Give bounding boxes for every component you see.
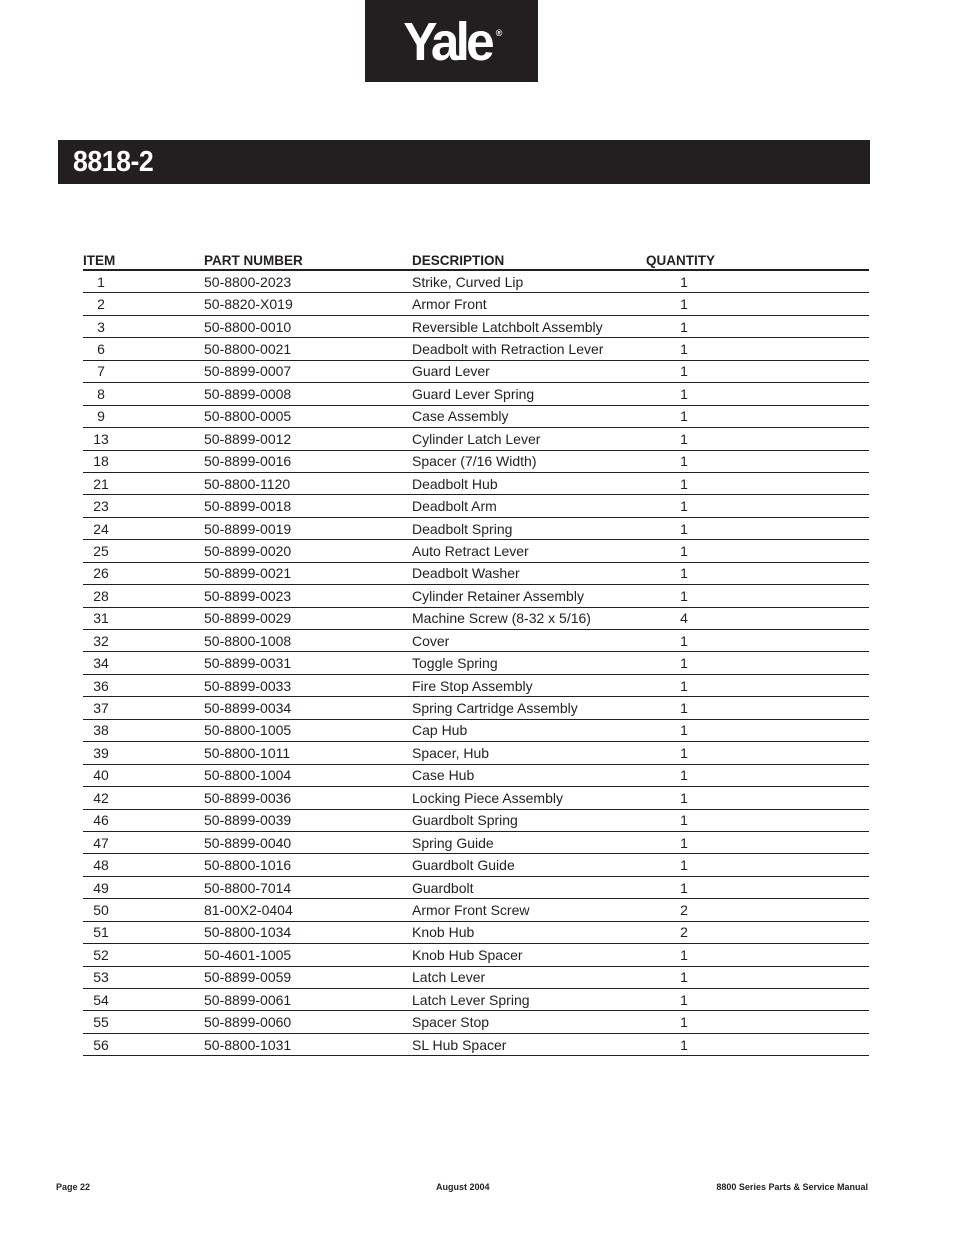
cell-item-value: 18 <box>93 453 109 470</box>
cell-description: Fire Stop Assembly <box>412 674 646 696</box>
cell-item <box>83 719 204 741</box>
cell-quantity <box>646 944 869 966</box>
cell-part-number: 50-8899-0060 <box>204 1011 412 1033</box>
table-row <box>83 540 869 562</box>
cell-item-value: 3 <box>97 318 105 335</box>
cell-part-number: 50-8899-0016 <box>204 450 412 472</box>
header-part-number: PART NUMBER <box>204 248 412 270</box>
cell-item-value: 56 <box>93 1036 109 1053</box>
cell-item-value: 46 <box>93 812 109 829</box>
table-row <box>83 719 869 741</box>
cell-item-value: 40 <box>93 767 109 784</box>
footer-date: August 2004 <box>436 1182 490 1192</box>
table-row <box>83 270 869 293</box>
cell-quantity-value: 1 <box>680 789 688 806</box>
cell-part-number: 50-4601-1005 <box>204 944 412 966</box>
cell-item-value: 54 <box>93 991 109 1008</box>
cell-part-number: 50-8899-0040 <box>204 831 412 853</box>
cell-item-value: 32 <box>93 632 109 649</box>
cell-quantity-value: 1 <box>680 587 688 604</box>
cell-item-value: 8 <box>97 385 105 402</box>
cell-item <box>83 585 204 607</box>
cell-quantity <box>646 270 869 293</box>
cell-part-number: 50-8899-0019 <box>204 517 412 539</box>
cell-description: Locking Piece Assembly <box>412 787 646 809</box>
table-row <box>83 989 869 1011</box>
cell-part-number: 50-8899-0059 <box>204 966 412 988</box>
cell-part-number: 50-8899-0029 <box>204 607 412 629</box>
cell-quantity <box>646 966 869 988</box>
cell-description: Cylinder Latch Lever <box>412 428 646 450</box>
cell-quantity-value: 1 <box>680 700 688 717</box>
cell-quantity-value: 1 <box>680 879 688 896</box>
cell-part-number: 50-8800-1034 <box>204 921 412 943</box>
table-row <box>83 899 869 921</box>
cell-item-value: 9 <box>97 408 105 425</box>
cell-quantity-value: 1 <box>680 1036 688 1053</box>
cell-description: Deadbolt with Retraction Lever <box>412 338 646 360</box>
cell-quantity <box>646 787 869 809</box>
table-row <box>83 338 869 360</box>
cell-item <box>83 607 204 629</box>
cell-quantity <box>646 652 869 674</box>
cell-item-value: 7 <box>97 363 105 380</box>
cell-item <box>83 1011 204 1033</box>
cell-quantity-value: 1 <box>680 722 688 739</box>
cell-description: Spacer Stop <box>412 1011 646 1033</box>
table-row <box>83 787 869 809</box>
cell-part-number: 50-8800-7014 <box>204 876 412 898</box>
cell-item <box>83 652 204 674</box>
cell-quantity <box>646 428 869 450</box>
cell-quantity-value: 1 <box>680 341 688 358</box>
cell-part-number: 50-8899-0020 <box>204 540 412 562</box>
table-row <box>83 315 869 337</box>
cell-quantity <box>646 921 869 943</box>
cell-item <box>83 742 204 764</box>
table-row <box>83 562 869 584</box>
cell-part-number: 50-8800-0021 <box>204 338 412 360</box>
cell-part-number: 50-8800-2023 <box>204 270 412 293</box>
cell-description: Guardbolt Spring <box>412 809 646 831</box>
registered-mark: ® <box>495 28 503 38</box>
cell-quantity-value: 1 <box>680 520 688 537</box>
cell-item <box>83 517 204 539</box>
cell-description: Auto Retract Lever <box>412 540 646 562</box>
cell-description: Latch Lever <box>412 966 646 988</box>
cell-item-value: 49 <box>93 879 109 896</box>
table-row <box>83 697 869 719</box>
table-row <box>83 1011 869 1033</box>
cell-item-value: 1 <box>97 273 105 290</box>
logo-wordmark: Yale <box>402 12 491 72</box>
cell-part-number: 81-00X2-0404 <box>204 899 412 921</box>
table-row <box>83 450 869 472</box>
cell-item <box>83 966 204 988</box>
cell-part-number: 50-8899-0008 <box>204 383 412 405</box>
cell-quantity <box>646 338 869 360</box>
cell-quantity-value: 1 <box>680 991 688 1008</box>
cell-part-number: 50-8899-0036 <box>204 787 412 809</box>
cell-description: Guardbolt <box>412 876 646 898</box>
cell-quantity-value: 1 <box>680 318 688 335</box>
cell-quantity <box>646 293 869 315</box>
cell-part-number: 50-8800-1004 <box>204 764 412 786</box>
cell-item-value: 37 <box>93 700 109 717</box>
cell-description: Guard Lever Spring <box>412 383 646 405</box>
cell-item-value: 25 <box>93 542 109 559</box>
cell-description: Cylinder Retainer Assembly <box>412 585 646 607</box>
cell-item <box>83 1033 204 1055</box>
cell-part-number: 50-8899-0033 <box>204 674 412 696</box>
cell-item <box>83 338 204 360</box>
cell-quantity <box>646 1033 869 1055</box>
cell-item-value: 36 <box>93 677 109 694</box>
cell-quantity <box>646 764 869 786</box>
cell-item-value: 39 <box>93 744 109 761</box>
cell-item <box>83 944 204 966</box>
cell-quantity-value: 1 <box>680 475 688 492</box>
table-row <box>83 293 869 315</box>
header-quantity: QUANTITY <box>646 248 869 270</box>
cell-part-number: 50-8899-0012 <box>204 428 412 450</box>
cell-item <box>83 899 204 921</box>
cell-item <box>83 921 204 943</box>
cell-quantity-value: 4 <box>680 610 688 627</box>
cell-part-number: 50-8899-0034 <box>204 697 412 719</box>
cell-description: Case Hub <box>412 764 646 786</box>
table-row <box>83 428 869 450</box>
cell-quantity-value: 1 <box>680 1014 688 1031</box>
cell-item <box>83 989 204 1011</box>
cell-item-value: 13 <box>93 430 109 447</box>
cell-item <box>83 540 204 562</box>
cell-description: Armor Front <box>412 293 646 315</box>
cell-item <box>83 315 204 337</box>
cell-quantity-value: 1 <box>680 834 688 851</box>
cell-quantity <box>646 450 869 472</box>
cell-quantity-value: 2 <box>680 901 688 918</box>
cell-description: Armor Front Screw <box>412 899 646 921</box>
table-row <box>83 742 869 764</box>
cell-item-value: 48 <box>93 857 109 874</box>
cell-part-number: 50-8899-0021 <box>204 562 412 584</box>
cell-item-value: 31 <box>93 610 109 627</box>
table-row <box>83 495 869 517</box>
cell-item <box>83 293 204 315</box>
cell-quantity <box>646 360 869 382</box>
cell-item-value: 55 <box>93 1014 109 1031</box>
cell-item-value: 26 <box>93 565 109 582</box>
cell-item <box>83 876 204 898</box>
cell-part-number: 50-8899-0007 <box>204 360 412 382</box>
cell-quantity-value: 1 <box>680 408 688 425</box>
table-row <box>83 1033 869 1055</box>
header-item: ITEM <box>83 248 204 270</box>
cell-item <box>83 450 204 472</box>
table-row <box>83 405 869 427</box>
cell-item-value: 21 <box>93 475 109 492</box>
cell-description: Cover <box>412 630 646 652</box>
cell-quantity <box>646 405 869 427</box>
cell-item-value: 2 <box>97 296 105 313</box>
cell-part-number: 50-8800-0005 <box>204 405 412 427</box>
cell-quantity <box>646 831 869 853</box>
cell-item <box>83 674 204 696</box>
cell-quantity-value: 1 <box>680 812 688 829</box>
cell-item-value: 52 <box>93 946 109 963</box>
cell-part-number: 50-8800-0010 <box>204 315 412 337</box>
table-row <box>83 831 869 853</box>
cell-quantity-value: 1 <box>680 857 688 874</box>
cell-part-number: 50-8800-1016 <box>204 854 412 876</box>
parts-table-body <box>83 270 869 1056</box>
cell-part-number: 50-8899-0018 <box>204 495 412 517</box>
header-description: DESCRIPTION <box>412 248 646 270</box>
cell-quantity <box>646 854 869 876</box>
cell-item <box>83 405 204 427</box>
cell-quantity <box>646 899 869 921</box>
cell-part-number: 50-8899-0039 <box>204 809 412 831</box>
cell-item <box>83 630 204 652</box>
cell-quantity <box>646 630 869 652</box>
cell-description: Spacer, Hub <box>412 742 646 764</box>
cell-part-number: 50-8899-0023 <box>204 585 412 607</box>
cell-description: Guardbolt Guide <box>412 854 646 876</box>
cell-item <box>83 360 204 382</box>
cell-quantity <box>646 562 869 584</box>
table-row <box>83 921 869 943</box>
cell-part-number: 50-8800-1008 <box>204 630 412 652</box>
table-row <box>83 472 869 494</box>
cell-description: Spacer (7/16 Width) <box>412 450 646 472</box>
cell-item-value: 51 <box>93 924 109 941</box>
cell-item-value: 53 <box>93 969 109 986</box>
cell-item-value: 28 <box>93 587 109 604</box>
cell-description: Deadbolt Arm <box>412 495 646 517</box>
cell-quantity-value: 1 <box>680 969 688 986</box>
cell-quantity <box>646 315 869 337</box>
cell-item <box>83 854 204 876</box>
footer-manual-title: 8800 Series Parts & Service Manual <box>716 1182 868 1192</box>
cell-quantity <box>646 517 869 539</box>
cell-item <box>83 809 204 831</box>
cell-quantity <box>646 742 869 764</box>
cell-description: Strike, Curved Lip <box>412 270 646 293</box>
cell-item-value: 6 <box>97 341 105 358</box>
cell-quantity <box>646 607 869 629</box>
table-row <box>83 854 869 876</box>
table-row <box>83 944 869 966</box>
cell-description: Reversible Latchbolt Assembly <box>412 315 646 337</box>
cell-quantity-value: 1 <box>680 498 688 515</box>
table-row <box>83 966 869 988</box>
cell-quantity-value: 1 <box>680 296 688 313</box>
cell-item <box>83 383 204 405</box>
yale-logo <box>365 0 538 82</box>
cell-description: Spring Cartridge Assembly <box>412 697 646 719</box>
cell-item-value: 23 <box>93 498 109 515</box>
cell-item-value: 47 <box>93 834 109 851</box>
cell-part-number: 50-8800-1031 <box>204 1033 412 1055</box>
cell-description: Latch Lever Spring <box>412 989 646 1011</box>
cell-quantity-value: 1 <box>680 430 688 447</box>
cell-item <box>83 764 204 786</box>
footer-page-number: Page 22 <box>56 1182 91 1192</box>
cell-description: Cap Hub <box>412 719 646 741</box>
cell-quantity <box>646 540 869 562</box>
table-row <box>83 585 869 607</box>
table-row <box>83 360 869 382</box>
cell-quantity-value: 1 <box>680 632 688 649</box>
cell-quantity-value: 1 <box>680 946 688 963</box>
table-row <box>83 764 869 786</box>
cell-item-value: 24 <box>93 520 109 537</box>
cell-quantity <box>646 989 869 1011</box>
cell-quantity-value: 1 <box>680 453 688 470</box>
cell-quantity-value: 1 <box>680 363 688 380</box>
table-row <box>83 517 869 539</box>
cell-quantity <box>646 383 869 405</box>
cell-quantity <box>646 876 869 898</box>
cell-description: Case Assembly <box>412 405 646 427</box>
cell-description: Guard Lever <box>412 360 646 382</box>
cell-description: Toggle Spring <box>412 652 646 674</box>
cell-description: Knob Hub <box>412 921 646 943</box>
cell-item-value: 50 <box>93 901 109 918</box>
cell-item-value: 42 <box>93 789 109 806</box>
cell-description: Deadbolt Washer <box>412 562 646 584</box>
cell-quantity <box>646 495 869 517</box>
cell-item <box>83 831 204 853</box>
cell-quantity-value: 1 <box>680 273 688 290</box>
cell-quantity <box>646 674 869 696</box>
cell-description: Machine Screw (8-32 x 5/16) <box>412 607 646 629</box>
cell-item <box>83 787 204 809</box>
table-row <box>83 383 869 405</box>
cell-quantity-value: 1 <box>680 677 688 694</box>
table-row <box>83 652 869 674</box>
cell-quantity <box>646 719 869 741</box>
cell-item <box>83 270 204 293</box>
cell-quantity <box>646 1011 869 1033</box>
table-row <box>83 607 869 629</box>
cell-quantity <box>646 697 869 719</box>
cell-description: SL Hub Spacer <box>412 1033 646 1055</box>
cell-quantity-value: 1 <box>680 767 688 784</box>
cell-description: Spring Guide <box>412 831 646 853</box>
cell-item <box>83 472 204 494</box>
cell-quantity-value: 1 <box>680 385 688 402</box>
cell-item <box>83 495 204 517</box>
cell-item <box>83 697 204 719</box>
table-row <box>83 674 869 696</box>
cell-item-value: 38 <box>93 722 109 739</box>
table-header-row <box>83 248 869 270</box>
cell-quantity-value: 1 <box>680 744 688 761</box>
cell-description: Knob Hub Spacer <box>412 944 646 966</box>
cell-quantity <box>646 472 869 494</box>
table-row <box>83 876 869 898</box>
table-row <box>83 630 869 652</box>
cell-part-number: 50-8800-1011 <box>204 742 412 764</box>
cell-part-number: 50-8800-1005 <box>204 719 412 741</box>
cell-quantity <box>646 585 869 607</box>
cell-quantity-value: 2 <box>680 924 688 941</box>
cell-quantity-value: 1 <box>680 565 688 582</box>
cell-part-number: 50-8820-X019 <box>204 293 412 315</box>
page-title: 8818-2 <box>73 145 154 178</box>
cell-part-number: 50-8899-0031 <box>204 652 412 674</box>
parts-table <box>83 248 869 1056</box>
title-bar <box>58 140 870 184</box>
cell-part-number: 50-8800-1120 <box>204 472 412 494</box>
cell-item-value: 34 <box>93 655 109 672</box>
cell-description: Deadbolt Spring <box>412 517 646 539</box>
table-row <box>83 809 869 831</box>
cell-item <box>83 562 204 584</box>
cell-quantity-value: 1 <box>680 542 688 559</box>
cell-quantity-value: 1 <box>680 655 688 672</box>
cell-part-number: 50-8899-0061 <box>204 989 412 1011</box>
cell-item <box>83 428 204 450</box>
cell-description: Deadbolt Hub <box>412 472 646 494</box>
cell-quantity <box>646 809 869 831</box>
